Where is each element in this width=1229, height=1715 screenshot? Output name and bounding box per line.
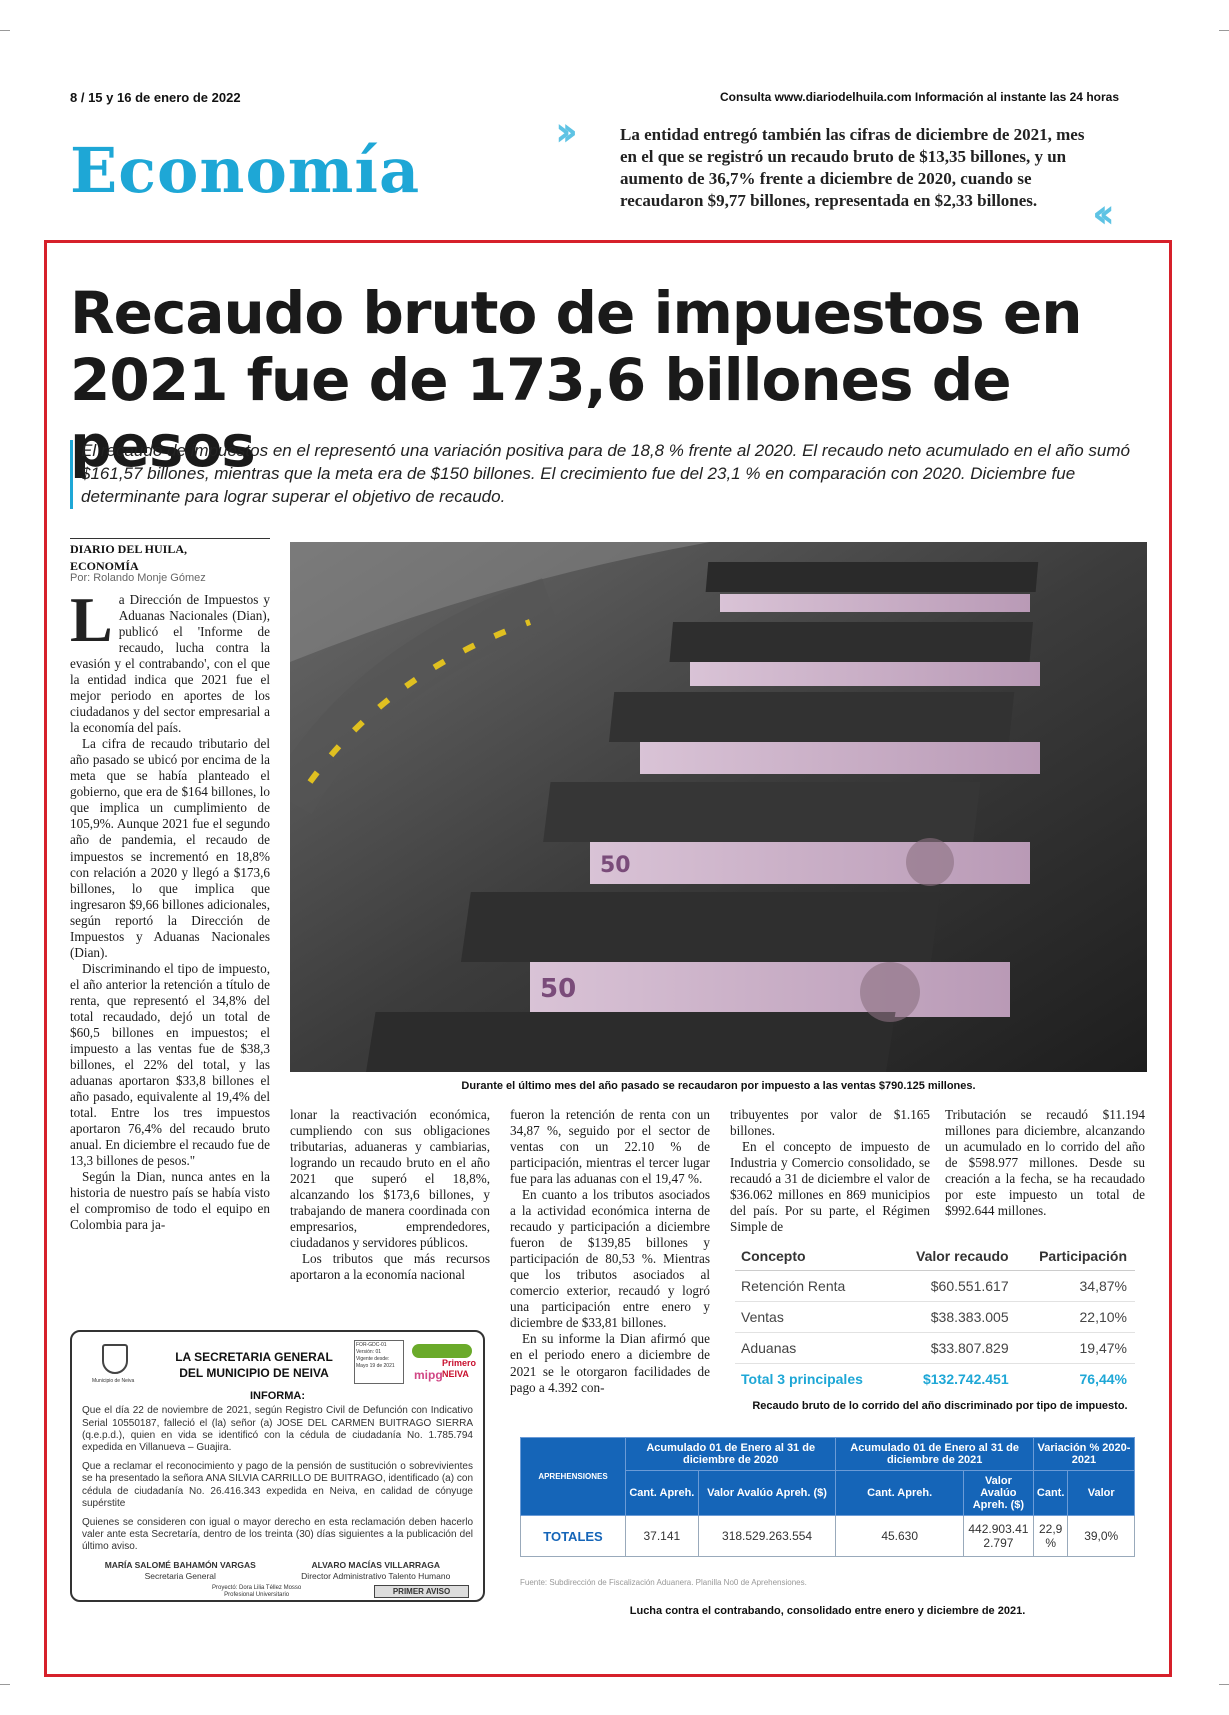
table-header-row <box>521 1438 1135 1471</box>
notice-header <box>82 1338 477 1390</box>
paragraph: Los tributos que más recursos aportaron a la economía nacional <box>290 1251 490 1283</box>
header-valor: Valor recaudo <box>893 1245 1017 1271</box>
signature-1: MARÍA SALOMÉ BAHAMÓN VARGAS Secretaria General <box>104 1560 256 1581</box>
paragraph: En el concepto de impuesto de Industria y Comercio consolidado, se recaudó a 31 de diciembre el valor de $36.062 millones en 869 municipios del país. Por su parte, el Régimen Simple de <box>730 1139 930 1235</box>
paragraph: Tributación se recaudó $11.194 millones para diciembre, alcanzando un acumulado en lo corrido del año de $598.977 millones. Desde su creación a la fecha, se ha recaudado por este impuesto un total de $992.644 millones. <box>945 1107 1145 1219</box>
municipio-caption: Municipio de Neiva <box>92 1378 135 1384</box>
tax-table-caption: Recaudo bruto de lo corrido del año discriminado por tipo de impuesto. <box>752 1400 1128 1412</box>
cell-valor: $38.383.005 <box>893 1302 1017 1333</box>
cell-cant-2021: 45.630 <box>836 1516 963 1557</box>
notice-projected: Proyectó: Dora Lilia Téllez Mosso Profesional Universitario <box>212 1585 302 1599</box>
paragraph: En su informe la Dian afirmó que en el periodo enero a diciembre de 2021 se le otorgaron facilidades de pago a 4.392 con- <box>510 1331 710 1395</box>
site-tagline: Consulta www.diariodelhuila.com Información al instante las 24 horas <box>720 90 1119 104</box>
cell-valor: $132.742.451 <box>922 1371 1009 1387</box>
article-column-2 <box>290 1107 490 1283</box>
cell-participacion: 76,44% <box>1079 1371 1127 1387</box>
banknote-sorter-illustration <box>290 542 1147 1072</box>
municipal-shield-icon <box>102 1344 128 1374</box>
subheader-valor: Valor <box>1068 1471 1135 1516</box>
headline: Recaudo bruto de impuestos en 2021 fue de 173,6 billones de pesos <box>70 279 1082 481</box>
crop-mark <box>0 1684 10 1685</box>
subheader-cant: Cant. Apreh. <box>836 1471 963 1516</box>
chevron-left-icon: ‹‹ <box>1092 191 1105 237</box>
dropcap: L <box>70 584 113 655</box>
byline-source: DIARIO DEL HUILA, ECONOMÍA <box>70 538 270 575</box>
pull-quote: La entidad entregó también las cifras de diciembre de 2021, mes en el que se registró un recaudo bruto de $13,35 billones, y un aumento de 36,7% frente a diciembre de 2020, cuando se recaudaron $9,77 billones, representada en $2,33 billones. <box>620 125 1085 211</box>
signature-2: ALVARO MACÍAS VILLARRAGA Director Administrativo Talento Humano <box>301 1560 451 1581</box>
subheader-cant: Cant. <box>1033 1471 1068 1516</box>
paragraph: lonar la reactivación económica, cumpliendo con sus obligaciones tributarias, aduaneras y cambiarias, logrando un recaudo bruto en el año 2021 que superó el 18,8%, alcanzando los $173,6 billones, y trabajando de manera coordinada con empresarios, emprendedores, ciudadanos y servidores públicos. <box>290 1107 490 1251</box>
notice-meta: FOR-GDC-01 Versión: 01 Vigente desde: Mayo 19 de 2021 <box>354 1340 404 1384</box>
article-photo <box>290 542 1147 1072</box>
signatures <box>82 1560 473 1581</box>
cell-valor-2020: 318.529.263.554 <box>698 1516 836 1557</box>
notice-paragraph: Que el día 22 de noviembre de 2021, según Registro Civil de Defunción con Indicativo Serial 10550187, falleció el (la) señor (a) JOSE DEL CARMEN BUITRAGO SIERRA (q.e.p.d.), quien en vida se identificó con la cédula de ciudadanía No. 1.785.794 expedida en Villanueva – Guajira. <box>82 1405 473 1453</box>
article-column-1 <box>70 584 270 1233</box>
notice-title: LA SECRETARIA GENERAL DEL MUNICIPIO DE NEIVA <box>175 1350 333 1380</box>
notice-paragraph: Quienes se consideren con igual o mayor derecho en esta reclamación deben hacerlo valer ante esta Secretaría, dentro de los treinta (30) días siguientes a la publicación del último aviso. <box>82 1516 473 1553</box>
table-row <box>735 1271 1135 1302</box>
cell-valor: $60.551.617 <box>893 1271 1017 1302</box>
cell-concepto: Aduanas <box>735 1333 893 1364</box>
table-total-row <box>735 1364 1135 1395</box>
cell-participacion: 34,87% <box>1017 1271 1135 1302</box>
subheader-valor: Valor Avalúo Apreh. ($) <box>963 1471 1033 1516</box>
cell-variacion-cant: 22,9 % <box>1033 1516 1068 1557</box>
cell-valor-2021: 442.903.412.797 <box>963 1516 1033 1557</box>
subheader-valor: Valor Avalúo Apreh. ($) <box>698 1471 836 1516</box>
cell-totales: TOTALES <box>521 1516 626 1557</box>
cell-concepto: Retención Renta <box>735 1271 893 1302</box>
table-header-row <box>735 1245 1135 1271</box>
cell-valor: $33.807.829 <box>893 1333 1017 1364</box>
legal-notice <box>70 1330 485 1602</box>
notice-paragraph: Que a reclamar el reconocimiento y pago de la pensión de sustitución o sobrevivientes se ha presentado la señora ANA SILVIA CARRILLO DE BUITRAGO, identificado (a) con cédula de ciudadanía No. 26.416.343 expedida en Neiva, en calidad de cónyuge supérstite <box>82 1461 473 1509</box>
page-number: 8 / 15 y 16 de enero de 2022 <box>70 90 241 105</box>
notice-badge: PRIMER AVISO <box>374 1585 469 1598</box>
svg-text:50: 50 <box>540 974 577 1004</box>
tax-table <box>735 1245 1135 1394</box>
header-2021: Acumulado 01 de Enero al 31 de diciembre de 2021 <box>836 1438 1033 1471</box>
paragraph: Discriminando el tipo de impuesto, el año anterior la retención a título de renta, que representó el 34,8% del total recaudado, dejó un total de $60,5 billones en impuestos; el impuesto a las ventas fue de $38,3 billones, el 22% del total, y las aduanas aportaron $33,8 billones el año pasado, equivalente al 19,4% del total. Entre los tres impuestos aportaron 76,4% del recaudo bruto anual. En diciembre el recaudo fue de 13,3 billones de pesos." <box>70 960 270 1169</box>
notice-footer <box>82 1585 473 1601</box>
header-variacion: Variación % 2020-2021 <box>1033 1438 1134 1471</box>
cell-participacion: 19,47% <box>1017 1333 1135 1364</box>
cell-concepto: Ventas <box>735 1302 893 1333</box>
header-2020: Acumulado 01 de Enero al 31 de diciembre de 2020 <box>626 1438 836 1471</box>
paragraph: En cuanto a los tributos asociados a la actividad económica interna de recaudo y participación a diciembre fueron de $139,85 billones y participación de 80,53 %. Mientras que los tributos asociados al comercio exterior, recaudó y logró una participación entre enero y diciembre de $33,81 billones. <box>510 1187 710 1331</box>
crop-mark <box>1219 1684 1229 1685</box>
article-column-4 <box>730 1107 930 1235</box>
section-title: Economía <box>70 134 421 207</box>
byline-author: Por: Rolando Monje Gómez <box>70 572 206 584</box>
cell-cant-2020: 37.141 <box>626 1516 699 1557</box>
crop-mark <box>0 30 10 31</box>
aprehensiones-caption: Lucha contra el contrabando, consolidado entre enero y diciembre de 2021. <box>629 1605 1026 1617</box>
chevron-right-icon: ›› <box>555 109 568 155</box>
photo-caption: Durante el último mes del año pasado se recaudaron por impuesto a las ventas $790.125 millones. <box>461 1080 976 1092</box>
aprehensiones-source: Fuente: Subdirección de Fiscalización Aduanera. Planilla No0 de Aprehensiones. <box>520 1578 807 1587</box>
cell-participacion: 22,10% <box>1017 1302 1135 1333</box>
cell-variacion-valor: 39,0% <box>1068 1516 1135 1557</box>
banknote-label: 50 <box>600 853 631 878</box>
subheadline: El recaudo de impuestos en el representó una variación positiva para de 18,8 % frente al 2020. El recaudo neto acumulado en el año sumó $161,57 billones, mientras que la meta era de $150 billones. El crecimiento fue del 23,1 % en comparación con 2020. Diciembre fue determinante para lograr superar el objetivo de recaudo. <box>70 440 1160 509</box>
crop-mark <box>1219 30 1229 31</box>
paragraph: fueron la retención de renta con un 34,87 %, seguido por el sector de ventas con un 22.10 % de participación, mientras el tercer lugar fue para las aduanas con el 19,47 %. <box>510 1107 710 1187</box>
header-participacion: Participación <box>1017 1245 1135 1271</box>
paragraph: La cifra de recaudo tributario del año pasado se ubicó por encima de la meta que se había planteado el gobierno, que era de $164 billones, lo que implica un cumplimiento de 105,9%. Aunque 2021 fue el segundo año de pandemia, el recaudo de impuestos se incrementó en 18,8% con relación a 2020 y llegó a $173,6 billones, lo que implica que ingresaron $9,66 billones adicionales, según reportó la Dirección de Impuestos y Aduanas Nacionales (Dian). <box>70 736 270 960</box>
table-row <box>735 1333 1135 1364</box>
site-link[interactable]: www.diariodelhuila.com <box>774 90 912 104</box>
primero-neiva-logo: Primero NEIVA mipg <box>412 1340 482 1384</box>
notice-informa: INFORMA: <box>250 1390 305 1402</box>
paragraph: tribuyentes por valor de $1.165 billones. <box>730 1107 930 1139</box>
cell-concepto: Total 3 principales <box>741 1371 863 1387</box>
article-column-5 <box>945 1107 1145 1219</box>
table-row <box>521 1516 1135 1557</box>
page-date: 15 y 16 de enero de 2022 <box>88 90 241 105</box>
table-row <box>735 1302 1135 1333</box>
subheader-cant: Cant. Apreh. <box>626 1471 699 1516</box>
header-concepto: Concepto <box>735 1245 893 1271</box>
header-aprehensiones: APREHENSIONES <box>521 1438 626 1516</box>
aprehensiones-table <box>520 1437 1135 1557</box>
article-column-3 <box>510 1107 710 1396</box>
paragraph: Según la Dian, nunca antes en la historia de nuestro país se había visto el compromiso de todo el equipo en Colombia para ja- <box>70 1169 270 1233</box>
paragraph: a Dirección de Impuestos y Aduanas Nacionales (Dian), publicó el 'Informe de recaudo, lucha contra la evasión y el contrabando', con el que la entidad indica que 2021 fue el mejor periodo en aportes de los ciudadanos y del sector empresarial a la economía del país. <box>70 592 270 736</box>
